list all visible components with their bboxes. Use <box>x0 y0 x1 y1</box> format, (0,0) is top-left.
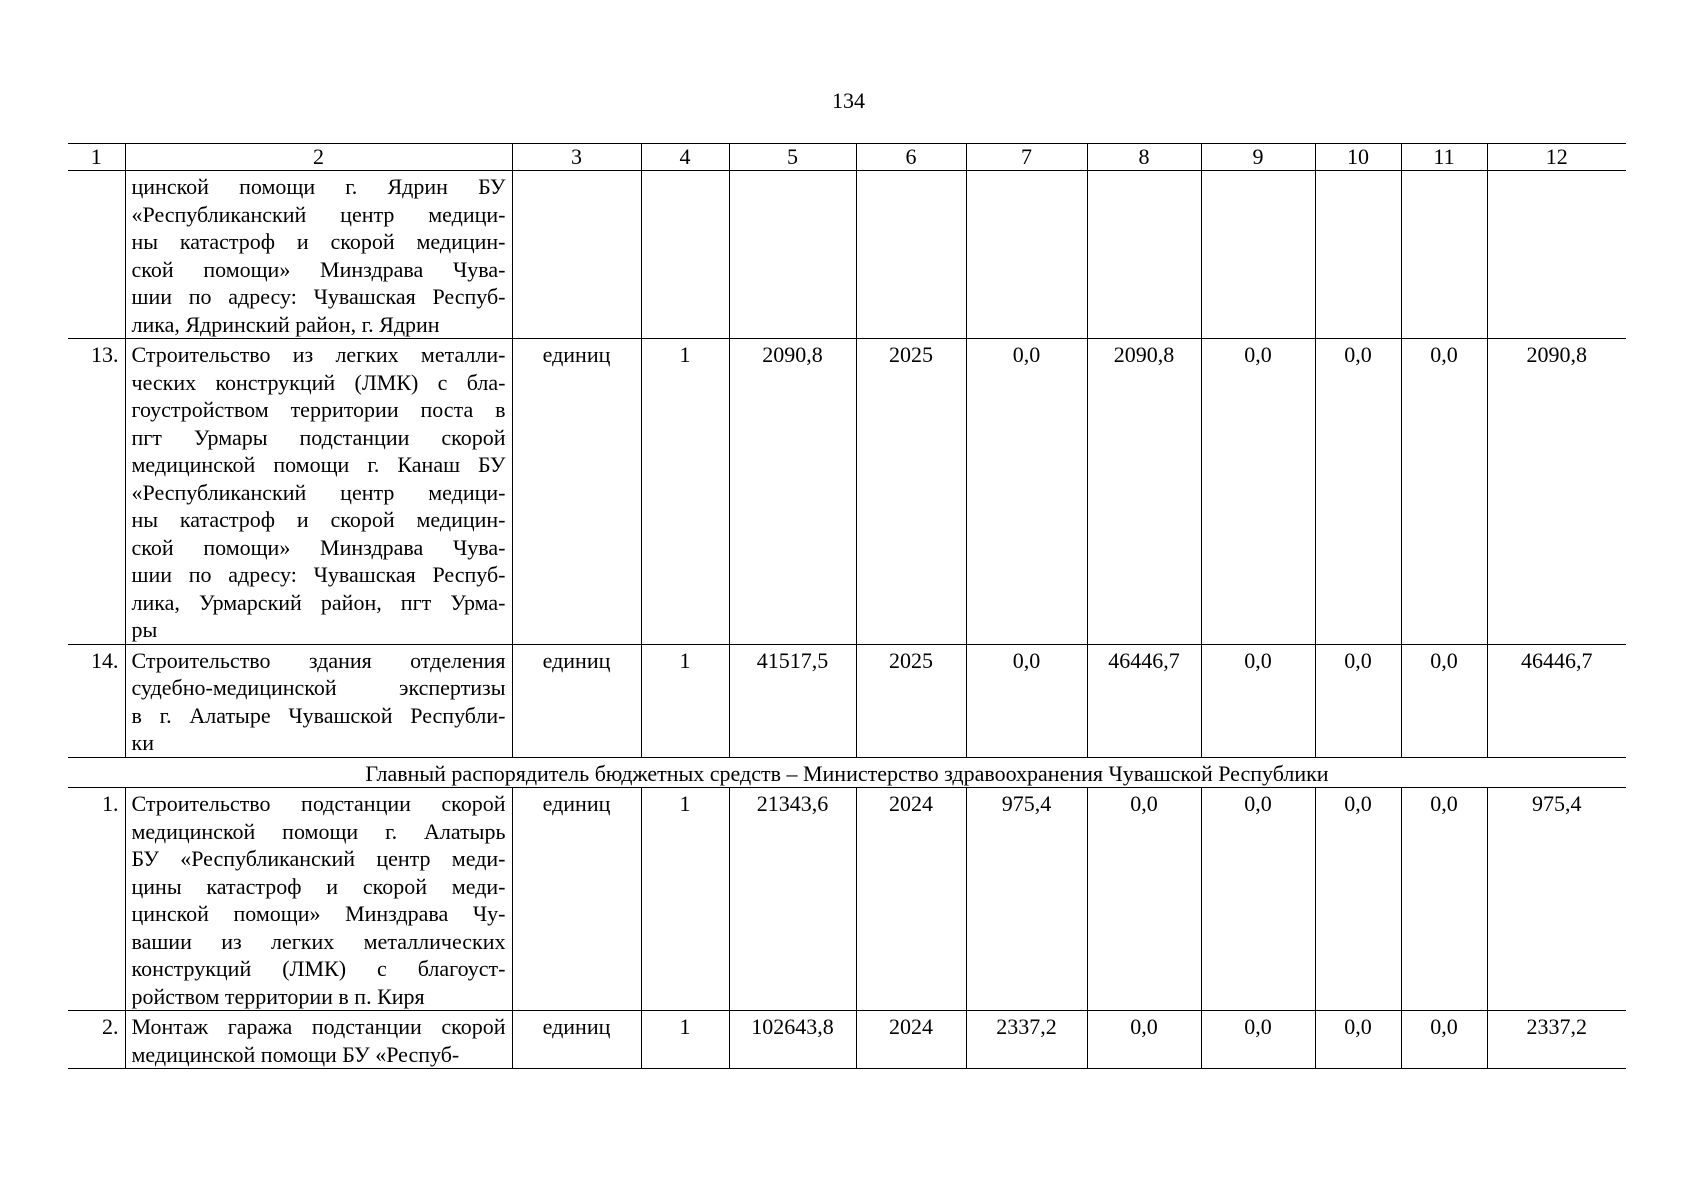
header-cell: 12 <box>1487 144 1626 171</box>
header-cell: 2 <box>125 144 512 171</box>
header-cell: 7 <box>966 144 1087 171</box>
value-cell-8: 0,0 <box>1087 788 1201 1011</box>
description-line: ской помощи» Минздрава Чува- <box>131 256 506 282</box>
description-line: Строительство из легких металли- <box>131 342 506 367</box>
description-line: Строительство здания отделения <box>131 647 506 673</box>
header-cell: 10 <box>1315 144 1401 171</box>
description-line: лика, Урмарский район, пгт Урма- <box>131 589 506 615</box>
table-row <box>68 644 1626 757</box>
table-row <box>68 171 1626 339</box>
description-line: цинской помощи г. Ядрин БУ <box>131 174 506 199</box>
empty-cell <box>1087 171 1201 339</box>
value-cell-10: 0,0 <box>1315 339 1401 645</box>
value-cell-9: 0,0 <box>1201 1011 1315 1069</box>
description-line: лика, Ядринский район, г. Ядрин <box>131 311 440 337</box>
header-cell: 5 <box>729 144 856 171</box>
header-cell: 11 <box>1401 144 1487 171</box>
value-cell-7: 0,0 <box>966 339 1087 645</box>
header-cell: 9 <box>1201 144 1315 171</box>
description-line: «Республиканский центр медици- <box>131 479 506 505</box>
value-cell-8: 46446,7 <box>1087 644 1201 757</box>
row-number-cell: 13. <box>68 339 125 645</box>
header-cell: 4 <box>641 144 729 171</box>
empty-cell <box>512 171 641 339</box>
description-line: БУ «Республиканский центр меди- <box>131 846 506 871</box>
empty-cell <box>856 171 966 339</box>
description-line: цинской помощи» Минздрава Чу- <box>131 901 506 926</box>
capacity-cell: 21343,6 <box>729 788 856 1011</box>
description-line: конструкций (ЛМК) с благоуст- <box>131 956 506 981</box>
description-cell <box>125 788 512 1011</box>
description-line: ны катастроф и скорой медицин- <box>131 507 506 532</box>
description-line: пгт Урмары подстанции скорой <box>131 424 506 450</box>
unit-cell: единиц <box>512 1011 641 1069</box>
page-number: 134 <box>832 88 865 113</box>
quantity-cell: 1 <box>641 644 729 757</box>
description-line: ры <box>131 617 158 642</box>
header-cell: 1 <box>68 144 125 171</box>
value-cell-11: 0,0 <box>1401 1011 1487 1069</box>
header-cell: 8 <box>1087 144 1201 171</box>
value-cell-10: 0,0 <box>1315 788 1401 1011</box>
value-cell-11: 0,0 <box>1401 339 1487 645</box>
row-number-cell: 2. <box>68 1011 125 1069</box>
quantity-cell: 1 <box>641 1011 729 1069</box>
value-cell-12: 46446,7 <box>1487 644 1626 757</box>
value-cell-9: 0,0 <box>1201 339 1315 645</box>
row-number-cell: 1. <box>68 788 125 1011</box>
description-cell <box>125 339 512 645</box>
description-line: медицинской помощи г. Алатырь <box>131 818 506 844</box>
empty-cell <box>729 171 856 339</box>
row-number-cell: 14. <box>68 644 125 757</box>
description-line: вашии из легких металлических <box>131 928 506 954</box>
value-cell-8: 0,0 <box>1087 1011 1201 1069</box>
value-cell-7: 975,4 <box>966 788 1087 1011</box>
table-row <box>68 339 1626 645</box>
value-cell-9: 0,0 <box>1201 788 1315 1011</box>
empty-cell <box>966 171 1087 339</box>
description-line: ройством территории в п. Киря <box>131 983 425 1009</box>
table-row <box>68 1011 1626 1069</box>
value-cell-12: 2337,2 <box>1487 1011 1626 1069</box>
empty-cell <box>1401 171 1487 339</box>
description-line: «Республиканский центр медици- <box>131 201 506 227</box>
value-cell-8: 2090,8 <box>1087 339 1201 645</box>
value-cell-7: 2337,2 <box>966 1011 1087 1069</box>
description-line: цины катастроф и скорой меди- <box>131 873 506 899</box>
description-line: медицинской помощи г. Канаш БУ <box>131 452 506 477</box>
value-cell-11: 0,0 <box>1401 644 1487 757</box>
description-line: гоустройством территории поста в <box>131 397 506 422</box>
quantity-cell: 1 <box>641 788 729 1011</box>
description-cell <box>125 644 512 757</box>
unit-cell: единиц <box>512 788 641 1011</box>
table-header-row <box>68 144 1626 171</box>
description-line: в г. Алатыре Чувашской Республи- <box>131 702 506 728</box>
value-cell-7: 0,0 <box>966 644 1087 757</box>
value-cell-10: 0,0 <box>1315 644 1401 757</box>
description-line: ческих конструкций (ЛМК) с бла- <box>131 369 506 395</box>
description-line: медицинской помощи БУ «Респуб- <box>131 1041 460 1067</box>
header-cell: 6 <box>856 144 966 171</box>
description-cell <box>125 1011 512 1069</box>
year-cell: 2025 <box>856 339 966 645</box>
unit-cell: единиц <box>512 644 641 757</box>
capacity-cell: 41517,5 <box>729 644 856 757</box>
description-line: ны катастроф и скорой медицин- <box>131 229 506 254</box>
description-line: Строительство подстанции скорой <box>131 791 506 816</box>
value-cell-11: 0,0 <box>1401 788 1487 1011</box>
section-row <box>68 757 1626 788</box>
value-cell-12: 2090,8 <box>1487 339 1626 645</box>
section-title: Главный распорядитель бюджетных средств – Министерство здравоохранения Чувашской Республики <box>68 757 1626 788</box>
value-cell-9: 0,0 <box>1201 644 1315 757</box>
empty-cell <box>1201 171 1315 339</box>
capacity-cell: 2090,8 <box>729 339 856 645</box>
description-line: судебно-медицинской экспертизы <box>131 675 506 700</box>
description-line: Монтаж гаража подстанции скорой <box>131 1014 506 1039</box>
empty-cell <box>1487 171 1626 339</box>
empty-cell <box>641 171 729 339</box>
capacity-cell: 102643,8 <box>729 1011 856 1069</box>
number-cell <box>68 171 125 339</box>
year-cell: 2024 <box>856 788 966 1011</box>
unit-cell: единиц <box>512 339 641 645</box>
value-cell-12: 975,4 <box>1487 788 1626 1011</box>
year-cell: 2024 <box>856 1011 966 1069</box>
year-cell: 2025 <box>856 644 966 757</box>
empty-cell <box>1315 171 1401 339</box>
description-cell <box>125 171 512 339</box>
table-row <box>68 788 1626 1011</box>
description-line: ки <box>131 730 154 755</box>
description-line: ской помощи» Минздрава Чува- <box>131 534 506 560</box>
budget-table <box>68 143 1626 1069</box>
header-cell: 3 <box>512 144 641 171</box>
description-line: шии по адресу: Чувашская Респуб- <box>131 284 506 309</box>
description-line: шии по адресу: Чувашская Респуб- <box>131 562 506 587</box>
value-cell-10: 0,0 <box>1315 1011 1401 1069</box>
quantity-cell: 1 <box>641 339 729 645</box>
